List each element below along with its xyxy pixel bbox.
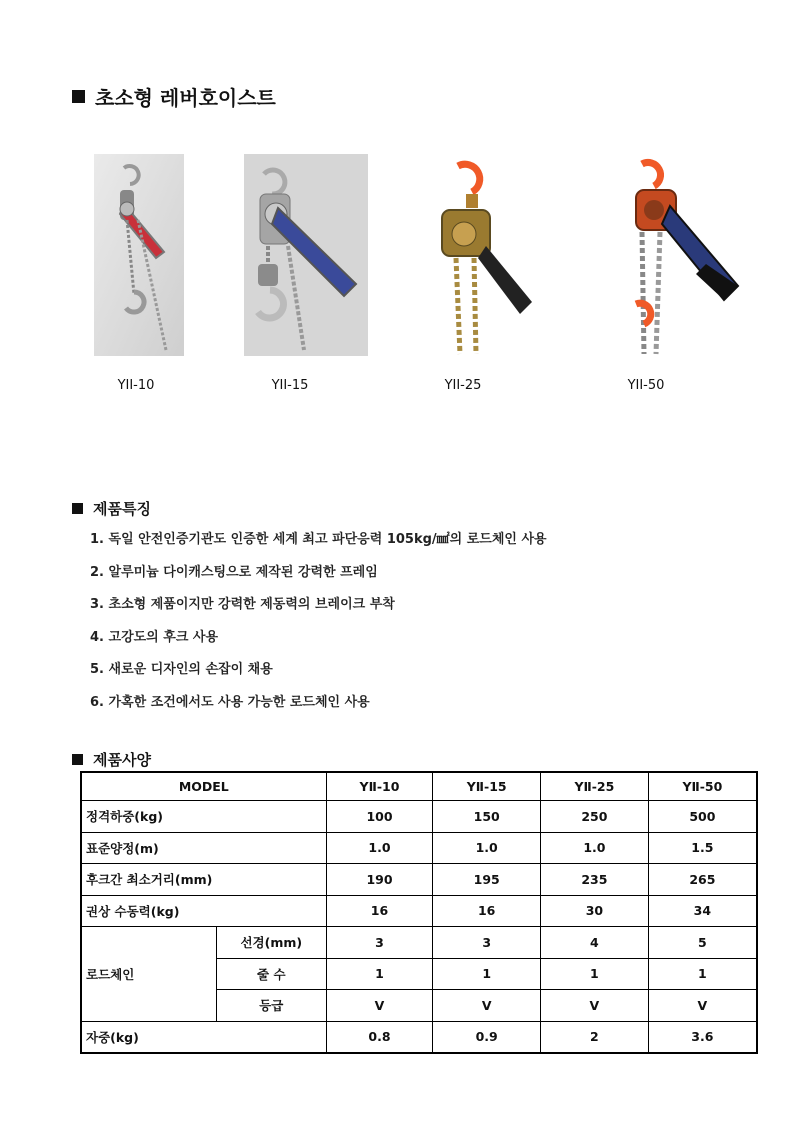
value-cell: V bbox=[648, 990, 757, 1022]
value-cell: 0.9 bbox=[433, 1021, 541, 1053]
page-title-text: 초소형 레버호이스트 bbox=[95, 86, 276, 110]
square-bullet-icon bbox=[72, 90, 85, 103]
value-cell: 16 bbox=[433, 895, 541, 927]
value-cell: 34 bbox=[648, 895, 757, 927]
product-caption-yii-15: YII-15 bbox=[271, 378, 309, 393]
product-image-yii-10 bbox=[94, 154, 184, 356]
model-label: MODEL bbox=[81, 772, 326, 801]
specs-heading-text: 제품사양 bbox=[93, 751, 151, 769]
sub-label: 줄 수 bbox=[216, 958, 326, 990]
feature-item: 3. 초소형 제품이지만 강력한 제동력의 브레이크 부착 bbox=[90, 597, 395, 613]
value-cell: 1 bbox=[433, 958, 541, 990]
value-cell: V bbox=[433, 990, 541, 1022]
value-cell: 235 bbox=[541, 864, 649, 896]
value-cell: 4 bbox=[541, 927, 649, 959]
spec-row bbox=[81, 801, 757, 833]
row-label: 표준양정(m) bbox=[81, 832, 326, 864]
product-image-yii-25 bbox=[428, 154, 538, 356]
feature-item: 1. 독일 안전인증기관도 인증한 세계 최고 파단응력 105kg/㎟의 로드체인 사용 bbox=[90, 532, 547, 547]
value-cell: 1.0 bbox=[326, 832, 433, 864]
spec-row bbox=[81, 1021, 757, 1053]
value-cell: 250 bbox=[541, 801, 649, 833]
model-cell: YⅡ-50 bbox=[648, 772, 757, 801]
value-cell: 150 bbox=[433, 801, 541, 833]
square-bullet-icon bbox=[72, 754, 83, 765]
value-cell: V bbox=[541, 990, 649, 1022]
value-cell: 1 bbox=[326, 958, 433, 990]
spec-header-row bbox=[81, 772, 757, 801]
product-caption-yii-50: YII-50 bbox=[627, 378, 665, 393]
spec-row bbox=[81, 864, 757, 896]
value-cell: 1 bbox=[541, 958, 649, 990]
load-chain-label: 로드체인 bbox=[81, 927, 216, 1022]
spec-row bbox=[81, 927, 757, 959]
row-label: 정격하중(kg) bbox=[81, 801, 326, 833]
value-cell: 5 bbox=[648, 927, 757, 959]
value-cell: 1.0 bbox=[541, 832, 649, 864]
value-cell: 100 bbox=[326, 801, 433, 833]
row-label: 자중(kg) bbox=[81, 1021, 326, 1053]
spec-table bbox=[80, 771, 758, 1054]
value-cell: 30 bbox=[541, 895, 649, 927]
value-cell: 1.0 bbox=[433, 832, 541, 864]
sub-label: 등급 bbox=[216, 990, 326, 1022]
value-cell: 1.5 bbox=[648, 832, 757, 864]
feature-item: 6. 가혹한 조건에서도 사용 가능한 로드체인 사용 bbox=[90, 694, 370, 710]
model-cell: YⅡ-10 bbox=[326, 772, 433, 801]
spec-row bbox=[81, 832, 757, 864]
specs-heading bbox=[72, 749, 151, 770]
product-image-yii-50 bbox=[620, 154, 744, 356]
value-cell: V bbox=[326, 990, 433, 1022]
features-list bbox=[90, 530, 547, 726]
product-caption-yii-25: YII-25 bbox=[444, 378, 482, 393]
feature-item: 5. 새로운 디자인의 손잡이 채용 bbox=[90, 662, 273, 678]
value-cell: 1 bbox=[648, 958, 757, 990]
model-cell: YⅡ-15 bbox=[433, 772, 541, 801]
value-cell: 16 bbox=[326, 895, 433, 927]
value-cell: 500 bbox=[648, 801, 757, 833]
value-cell: 3 bbox=[326, 927, 433, 959]
square-bullet-icon bbox=[72, 503, 83, 514]
value-cell: 0.8 bbox=[326, 1021, 433, 1053]
value-cell: 195 bbox=[433, 864, 541, 896]
spec-row bbox=[81, 895, 757, 927]
value-cell: 2 bbox=[541, 1021, 649, 1053]
product-caption-yii-10: YII-10 bbox=[117, 378, 155, 393]
page-title bbox=[72, 82, 276, 111]
features-heading bbox=[72, 498, 151, 519]
value-cell: 3 bbox=[433, 927, 541, 959]
feature-item: 2. 알루미늄 다이캐스팅으로 제작된 강력한 프레임 bbox=[90, 564, 378, 580]
model-cell: YⅡ-25 bbox=[541, 772, 649, 801]
value-cell: 265 bbox=[648, 864, 757, 896]
value-cell: 190 bbox=[326, 864, 433, 896]
row-label: 권상 수동력(kg) bbox=[81, 895, 326, 927]
features-heading-text: 제품특징 bbox=[93, 500, 151, 518]
feature-item: 4. 고강도의 후크 사용 bbox=[90, 629, 219, 645]
sub-label: 선경(mm) bbox=[216, 927, 326, 959]
value-cell: 3.6 bbox=[648, 1021, 757, 1053]
product-image-yii-15 bbox=[244, 154, 368, 356]
row-label: 후크간 최소거리(mm) bbox=[81, 864, 326, 896]
